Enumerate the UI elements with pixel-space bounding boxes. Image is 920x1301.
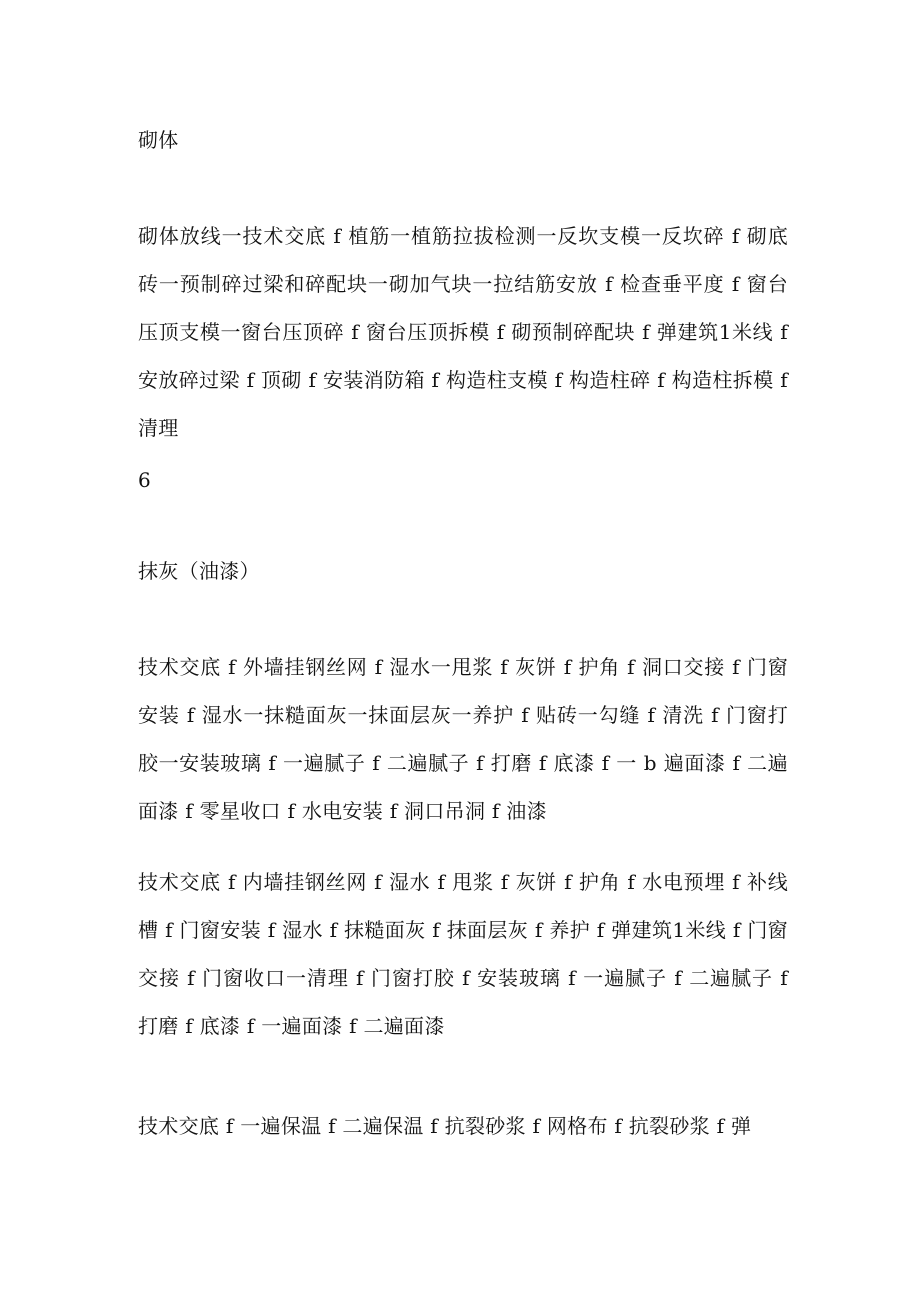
paragraph-insulation-process: 技术交底 f 一遍保温 f 二遍保温 f 抗裂砂浆 f 网格布 f 抗裂砂浆 f 弹 [138,1114,752,1138]
paragraph-masonry-process: 砌体放线一技术交底 f 植筋一植筋拉拔检测一反坎支模一反坎碎 f 砌底砖一预制碎过梁和碎配块一砌加气块一拉结筋安放 f 检查垂平度 f 窗台压顶支模一窗台压顶碎 f 窗台压顶拆模 f 砌预制碎配块 f 弹建筑1米线 f 安放碎过梁 f 顶砌 f 安装消防箱 f 构造柱支模 f 构造柱碎 f 构造柱拆模 f 清理 [138,224,788,440]
section-number: 6 [138,468,152,492]
paragraph-exterior-plaster-process: 技术交底 f 外墙挂钢丝网 f 湿水一甩浆 f 灰饼 f 护角 f 洞口交接 f 门窗安装 f 湿水一抹糙面灰一抹面层灰一养护 f 贴砖一勾缝 f 清洗 f 门窗打胶一安装玻璃 f 一遍腻子 f 二遍腻子 f 打磨 f 底漆 f 一 b 遍面漆 f 二遍面漆 f 零星收口 f 水电安装 f 洞口吊洞 f 油漆 [138,655,788,823]
paragraph-interior-plaster-process: 技术交底 f 内墙挂钢丝网 f 湿水 f 甩浆 f 灰饼 f 护角 f 水电预埋 f 补线槽 f 门窗安装 f 湿水 f 抹糙面灰 f 抹面层灰 f 养护 f 弹建筑1米线 f 门窗交接 f 门窗收口一清理 f 门窗打胶 f 安装玻璃 f 一遍腻子 f 二遍腻子 f 打磨 f 底漆 f 一遍面漆 f 二遍面漆 [138,870,788,1038]
heading-masonry: 砌体 [138,128,179,152]
heading-plastering: 抹灰（油漆） [138,559,260,583]
